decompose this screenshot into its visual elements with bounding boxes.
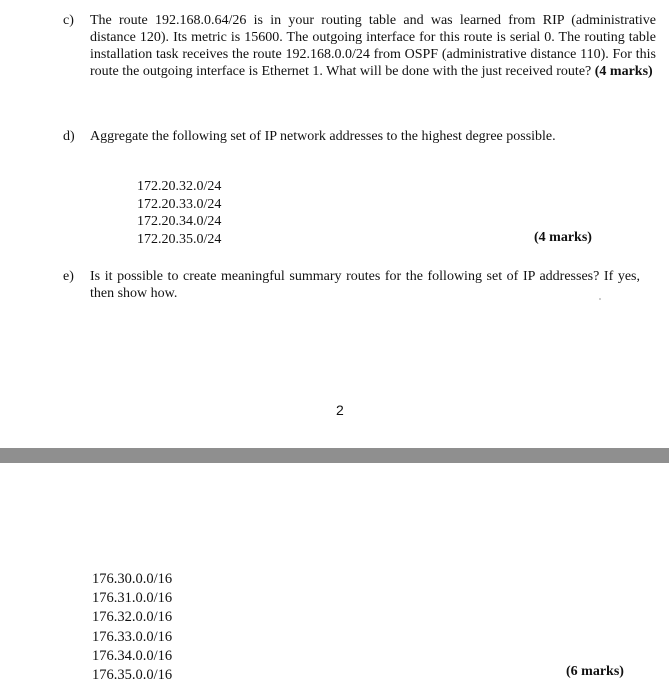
page-divider bbox=[0, 448, 669, 463]
question-e-label: e) bbox=[63, 269, 74, 284]
question-d-text: Aggregate the following set of IP network addresses to the highest degree possible. bbox=[90, 129, 556, 144]
address-item: 176.35.0.0/16 bbox=[92, 667, 173, 684]
address-item: 172.20.34.0/24 bbox=[137, 214, 222, 229]
address-item: 172.20.33.0/24 bbox=[137, 196, 222, 212]
address-item: 172.20.32.0/24 bbox=[137, 179, 222, 194]
address-item: 172.20.35.0/24 bbox=[137, 231, 222, 247]
address-item: 176.31.0.0/16 bbox=[92, 590, 173, 607]
question-e-address-list bbox=[92, 570, 172, 685]
question-c-marks: (4 marks) bbox=[594, 64, 653, 79]
question-d-label: d) bbox=[63, 129, 75, 144]
address-item: 176.32.0.0/16 bbox=[92, 609, 173, 626]
question-e-marks: (6 marks) bbox=[566, 664, 624, 679]
question-c-body: The route 192.168.0.64/26 is in your routing table and was learned from RIP (administrative distance 120). Its metric is 15600. The outgoing interface for this route is serial 0. The routing table installation task receives the route 192.168.0.0/24 from OSPF (administrative distance 110). For this route the outgoing interface is Ethernet 1. What will be done with the just received route? bbox=[90, 13, 656, 79]
question-d-marks: (4 marks) bbox=[534, 230, 592, 245]
question-c-label: c) bbox=[63, 13, 74, 28]
question-e-text: Is it possible to create meaningful summary routes for the following set of IP addresses? If yes, then show how. bbox=[90, 269, 640, 301]
address-item: 176.34.0.0/16 bbox=[92, 647, 173, 664]
question-d-address-list bbox=[137, 178, 221, 248]
scan-speck bbox=[599, 298, 601, 300]
page-number: 2 bbox=[336, 402, 344, 418]
question-c-text bbox=[90, 12, 656, 80]
address-item: 176.33.0.0/16 bbox=[92, 628, 173, 645]
address-item: 176.30.0.0/16 bbox=[92, 571, 173, 587]
